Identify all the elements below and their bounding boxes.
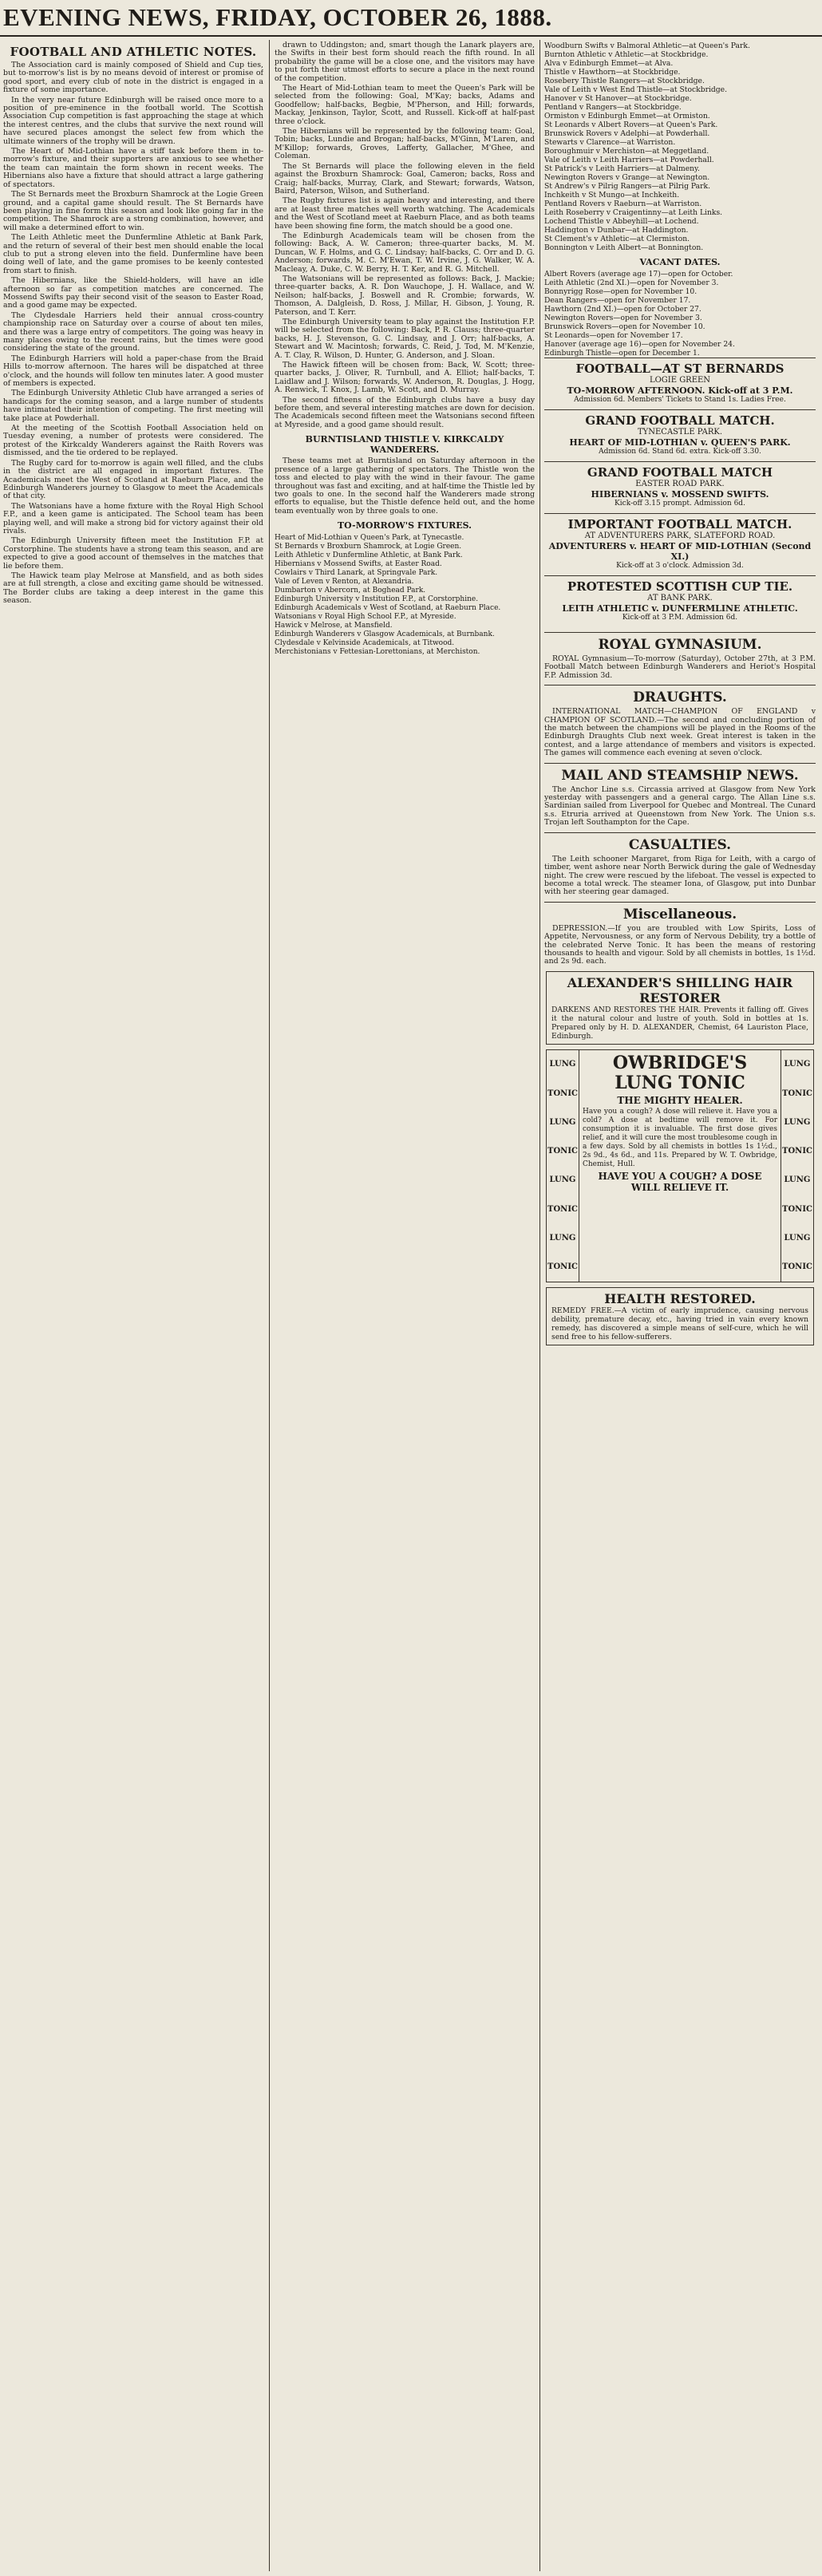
health-restored-ad xyxy=(546,1287,814,1345)
ad-line: ADVENTURERS v. HEART OF MID-LOTHIAN (Second XI.) xyxy=(548,541,812,562)
ad-line: IMPORTANT FOOTBALL MATCH. xyxy=(567,517,792,531)
vacant-date-item: Hanover (average age 16)—open for November 24. xyxy=(544,340,735,349)
article-paragraph: The Rugby fixtures list is again heavy and interesting, and there are at least three matches well worth watching. The Academicals and the West of Scotland meet at Raeburn Place, and as both teams have been showing fine form, the match should be a good one. xyxy=(275,196,535,231)
vacant-date-item: Hawthorn (2nd XI.)—open for October 27. xyxy=(544,305,701,314)
ad-line: EASTER ROAD PARK. xyxy=(635,480,725,488)
result-item: Vale of Leith v Leith Harriers—at Powderhall. xyxy=(544,156,714,164)
fixture-item: Merchistonians v Fettesian-Lorettonians, at Merchiston. xyxy=(275,648,480,657)
advertisements xyxy=(544,358,816,627)
vacant-dates-heading: VACANT DATES. xyxy=(639,257,721,267)
vacant-date-item: Dean Rangers—open for November 17. xyxy=(544,296,691,305)
ad-line: Kick-off at 3 o'clock. Admission 3d. xyxy=(616,562,744,570)
fixture-item: Cowlairs v Third Lanark, at Springvale Park. xyxy=(275,569,438,578)
advertisement xyxy=(544,575,816,627)
column-continued xyxy=(275,41,535,2570)
ad-line: AT BANK PARK. xyxy=(647,594,713,603)
article-paragraph: The Edinburgh Harriers will hold a paper-chase from the Braid Hills to-morrow afternoon. The hares will be dispatched at three o'clock, and the hounds will follow ten minutes later. A good muster of members is expected. xyxy=(3,354,263,389)
article-paragraph: The St Bernards will place the following eleven in the field against the Broxburn Shamrock: Goal, Cameron; backs, Ross and Craig; half-backs, Murray, Clark, and Stewart; forwards, Watson, Baird, Paterson, Wilson, and Sutherland. xyxy=(275,161,535,196)
casualties-heading: CASUALTIES. xyxy=(544,832,816,853)
tonic-side-word: LUNG xyxy=(549,1117,576,1127)
health-heading: HEALTH RESTORED. xyxy=(604,1290,756,1306)
gymnasium-heading: ROYAL GYMNASIUM. xyxy=(544,632,816,653)
result-item: Burnton Athletic v Athletic—at Stockbridge. xyxy=(544,50,709,59)
tonic-side-word: LUNG xyxy=(549,1060,576,1069)
tonic-side-word: TONIC xyxy=(547,1204,578,1214)
fixture-item: Hibernians v Mossend Swifts, at Easter Road. xyxy=(275,560,442,569)
result-item: Inchkeith v St Mungo—at Inchkeith. xyxy=(544,191,680,200)
fixture-item: Clydesdale v Kelvinside Academicals, at Titwood. xyxy=(275,639,455,648)
result-item: Thistle v Hawthorn—at Stockbridge. xyxy=(544,68,681,77)
article-paragraph: The second fifteens of the Edinburgh clubs have a busy day before them, and several interesting matches are down for decision. The Academicals second fifteen meet the Watsonians second fifteen at Myreside, and a good game should result. xyxy=(275,395,535,429)
fixture-item: Heart of Mid-Lothian v Queen's Park, at Tynecastle. xyxy=(275,534,464,543)
hair-restorer-text: DARKENS AND RESTORES THE HAIR. Prevents it falling off. Gives it the natural colour and lustre of youth. Sold in bottles at 1s. Prepared only by H. D. ALEXANDER, Chemist, 64 Lauriston Place, Edinburgh. xyxy=(551,1005,808,1041)
article-paragraph: The Leith Athletic meet the Dunfermline Athletic at Bank Park, and the return of several of their best men should enable the local club to put a strong eleven into the field. Dunfermline have been doing well of late, and the game promises to be keenly contested from start to finish. xyxy=(3,233,263,275)
fixture-item: Leith Athletic v Dunfermline Athletic, at Bank Park. xyxy=(275,551,463,560)
result-item: St Andrew's v Pilrig Rangers—at Pilrig Park. xyxy=(544,182,711,191)
result-item: St Patrick's v Leith Harriers—at Dalmeny. xyxy=(544,164,700,173)
ad-line: HEART OF MID-LOTHIAN v. QUEEN'S PARK. xyxy=(569,437,791,448)
tonic-side-word: TONIC xyxy=(782,1088,812,1098)
advertisement xyxy=(544,358,816,409)
fixture-item: Edinburgh Wanderers v Glasgow Academicals, at Burnbank. xyxy=(275,630,495,639)
result-item: Boroughmuir v Merchiston—at Meggetland. xyxy=(544,147,709,156)
article-paragraph: drawn to Uddingston; and, smart though the Lanark players are, the Swifts in their best form should reach the fifth round. In all probability the game will be a close one, and the visitors may have to put forth their utmost efforts to secure a place in the next round of the competition. xyxy=(275,41,535,83)
result-item: Rosebery Thistle Rangers—at Stockbridge. xyxy=(544,77,705,85)
vacant-date-item: Albert Rovers (average age 17)—open for October. xyxy=(544,270,733,279)
article-paragraph: The Watsonians have a home fixture with the Royal High School F.P., and a keen game is anticipated. The School team has been playing well, and will make a strong bid for victory against their old rivals. xyxy=(3,501,263,535)
fixture-item: Edinburgh Academicals v West of Scotland, at Raeburn Place. xyxy=(275,604,501,613)
article-paragraph: The Edinburgh Academicals team will be chosen from the following: Back, A. W. Cameron; three-quarter backs, M. M. Duncan, W. F. Holms, and G. C. Lindsay; half-backs, C. Orr and D. G. Anderson; forwards, M. C. M'Ewan, T. W. Irvine, J. G. Walker, W. A. Macleay, A. Duke, C. W. Berry, H. T. Ker, and R. G. Mitchell. xyxy=(275,231,535,274)
masthead xyxy=(0,0,822,37)
miscellaneous-text: DEPRESSION.—If you are troubled with Low Spirits, Loss of Appetite, Nervousness, or any form of Nervous Debility, try a bottle of the celebrated Nerve Tonic. It has been the means of restoring thousands to health and vigour. Sold by all chemists in bottles, 1s 1½d. and 2s 9d. each. xyxy=(544,923,816,966)
article-paragraph: The Watsonians will be represented as follows: Back, J. Mackie; three-quarter backs, A. R. Don Wauchope, J. H. Wallace, and W. Neilson; half-backs, J. Boswell and R. Crombie; forwards, W. Thomson, A. Dalgleish, D. Ross, J. Millar, H. Gibson, J. Young, R. Paterson, and T. Kerr. xyxy=(275,274,535,317)
fixtures-items xyxy=(275,543,535,657)
match-heading: BURNTISLAND THISTLE V. KIRKCALDY WANDERERS. xyxy=(305,434,504,456)
ad-line: PROTESTED SCOTTISH CUP TIE. xyxy=(567,579,793,594)
article-paragraph: In the very near future Edinburgh will be raised once more to a position of pre-eminence in the football world. The Scottish Association Cup competition is fast approaching the stage at which the interest centres, and the clubs that survive the next round will have secured places amongst the select few from which the ultimate winners of the trophy will be drawn. xyxy=(3,95,263,146)
section-heading: FOOTBALL AND ATHLETIC NOTES. xyxy=(10,45,257,59)
ad-line: TO-MORROW AFTERNOON. Kick-off at 3 P.M. xyxy=(567,385,793,396)
vacant-date-item: Bonnyrigg Rose—open for November 10. xyxy=(544,287,698,296)
fixture-item: Watsonians v Royal High School F.P., at Myreside. xyxy=(275,613,456,622)
fixture-item: Edinburgh University v Institution F.P., at Corstorphine. xyxy=(275,595,479,604)
advertisement xyxy=(544,513,816,575)
tonic-center xyxy=(579,1050,781,1282)
health-text: REMEDY FREE.—A victim of early imprudence, causing nervous debility, premature decay, etc., having tried in vain every known remedy, has discovered a simple means of self-cure, which he will send free to his fellow-sufferers. xyxy=(551,1306,808,1341)
ad-line: Kick-off at 3 P.M. Admission 6d. xyxy=(622,614,738,622)
vacant-date-item: Brunswick Rovers—open for November 10. xyxy=(544,322,705,331)
tonic-side-word: TONIC xyxy=(782,1204,812,1214)
draughts-heading: DRAUGHTS. xyxy=(544,685,816,705)
article-paragraph: The St Bernards meet the Broxburn Shamrock at the Logie Green ground, and a capital game should result. The St Bernards have been playing in fine form this season and look like going far in the competition. The Shamrock are a strong combination, however, and will make a determined effort to win. xyxy=(3,190,263,232)
fixture-item: Vale of Leven v Renton, at Alexandria. xyxy=(275,578,414,587)
gymnasium-text: ROYAL Gymnasium—To-morrow (Saturday), October 27th, at 3 P.M. Football Match between Edinburgh Wanderers and Heriot's Hospital F.P. Admission 3d. xyxy=(544,654,816,680)
result-item: Leith Roseberry v Craigentinny—at Leith Links. xyxy=(544,208,723,217)
tonic-side-word: TONIC xyxy=(782,1147,812,1156)
vacant-date-item: Newington Rovers—open for November 3. xyxy=(544,314,702,322)
ad-line: GRAND FOOTBALL MATCH. xyxy=(585,413,775,428)
fixture-item: St Bernards v Broxburn Shamrock, at Logie Green. xyxy=(275,543,462,551)
article-paragraph: The Hawick team play Melrose at Mansfield, and as both sides are at full strength, a close and exciting game should be witnessed. The Border clubs are taking a deep interest in the game this season. xyxy=(3,571,263,606)
result-item: Bonnington v Leith Albert—at Bonnington. xyxy=(544,243,704,252)
tonic-side-word: LUNG xyxy=(549,1233,576,1243)
lung-tonic-ad xyxy=(546,1049,814,1282)
tonic-text: Have you a cough? A dose will relieve it. Have you a cold? A dose at bedtime will remove it. For consumption it is invaluable. The first dose gives relief, and it will cure the most troublesome cough in a few days. Sold by all chemists in bottles 1s 1½d., 2s 9d., 4s 6d., and 11s. Prepared by W. T. Owbridge, Chemist, Hull. xyxy=(583,1107,777,1168)
vacant-date-item: Edinburgh Thistle—open for December 1. xyxy=(544,349,700,358)
match-report: These teams met at Burntisland on Saturday afternoon in the presence of a large gathering of spectators. The Thistle won the toss and elected to play with the wind in their favour. The game throughout was fast and exciting, and at half-time the Thistle led by two goals to one. In the second half the Wanderers made strong efforts to equalise, but the Thistle defence held out, and the home team eventually won by three goals to one. xyxy=(275,456,535,516)
article-paragraph: The Edinburgh University Athletic Club have arranged a series of handicaps for the coming season, and a large number of students have intimated their intention of competing. The first meeting will take place at Powderhall. xyxy=(3,389,263,423)
column-rule xyxy=(539,40,540,2571)
tonic-slogan: HAVE YOU A COUGH? A DOSE WILL RELIEVE IT. xyxy=(598,1170,762,1193)
ad-line: GRAND FOOTBALL MATCH xyxy=(587,465,773,480)
fixtures-list xyxy=(275,534,535,657)
tonic-side-word: LUNG xyxy=(549,1175,576,1185)
tonic-side-word: TONIC xyxy=(547,1262,578,1272)
ad-line: Admission 6d. Stand 6d. extra. Kick-off 3.30. xyxy=(599,448,761,456)
tonic-side-word: TONIC xyxy=(547,1088,578,1098)
ad-line: FOOTBALL—AT ST BERNARDS xyxy=(575,362,784,376)
tonic-side-word: LUNG xyxy=(784,1175,811,1185)
result-item: Pentland v Rangers—at Stockbridge. xyxy=(544,103,682,112)
advertisement xyxy=(544,461,816,513)
article-paragraph: The Heart of Mid-Lothian have a stiff task before them in to-morrow's fixture, and their supporters are anxious to see whether the team can maintain the form shown in recent weeks. The Hibernians also have a fixture that should attract a large gathering of spectators. xyxy=(3,147,263,189)
result-item: Alva v Edinburgh Emmet—at Alva. xyxy=(544,59,674,68)
ad-line: LOGIE GREEN xyxy=(649,376,711,385)
article-paragraph: The Edinburgh University fifteen meet the Institution F.P. at Corstorphine. The students have a strong team this season, and are expected to give a good account of themselves in the matches that lie before them. xyxy=(3,536,263,571)
article-paragraph: The Hibernians will be represented by the following team: Goal, Tobin; backs, Lundie and Brogan; half-backs, M'Ginn, M'Laren, and M'Killop; forwards, Groves, Lafferty, Gallacher, M'Ghee, and Coleman. xyxy=(275,127,535,161)
casualties-text: The Leith schooner Margaret, from Riga for Leith, with a cargo of timber, went ashore near North Berwick during the gale of Wednesday night. The crew were rescued by the lifeboat. The vessel is expected to become a total wreck. The steamer Iona, of Glasgow, put into Dunbar with her steering gear damaged. xyxy=(544,854,816,897)
article-paragraph: The Clydesdale Harriers held their annual cross-country championship race on Saturday over a course of about ten miles, and there was a large entry of competitors. The going was heavy in many places owing to the recent rains, but the times were good considering the state of the ground. xyxy=(3,310,263,354)
result-item: Woodburn Swifts v Balmoral Athletic—at Queen's Park. xyxy=(544,41,750,50)
draughts-text: INTERNATIONAL MATCH—CHAMPION OF ENGLAND v CHAMPION OF SCOTLAND.—The second and concluding portion of the match between the champions will be played in the Rooms of the Edinburgh Draughts Club next week. Great interest is taken in the contest, and a large attendance of members and visitors is expected. The games will commence each evening at seven o'clock. xyxy=(544,707,816,758)
hair-restorer-ad xyxy=(546,971,814,1045)
article-body xyxy=(275,41,535,429)
result-item: St Leonards v Albert Rovers—at Queen's Park. xyxy=(544,121,718,129)
ad-line: TYNECASTLE PARK. xyxy=(637,428,723,437)
tonic-side-word: LUNG xyxy=(784,1060,811,1069)
tonic-side-word: TONIC xyxy=(782,1262,812,1272)
result-item: Pentland Rovers v Raeburn—at Warriston. xyxy=(544,200,702,208)
vacant-dates-list xyxy=(544,270,816,358)
column-rule xyxy=(269,40,270,2571)
fixture-item: Hawick v Melrose, at Mansfield. xyxy=(275,622,393,630)
tonic-side-left xyxy=(547,1050,579,1282)
ad-line: Admission 6d. Members' Tickets to Stand 1s. Ladies Free. xyxy=(574,396,786,404)
result-item: Ormiston v Edinburgh Emmet—at Ormiston. xyxy=(544,112,710,121)
tonic-side-right xyxy=(781,1050,813,1282)
article-paragraph: The Association card is mainly composed of Shield and Cup ties, but to-morrow's list is by no means devoid of interest or promise of good sport, and every club of note in the district is engaged in a fixture of some importance. xyxy=(3,61,263,95)
fixture-item: Dumbarton v Abercorn, at Boghead Park. xyxy=(275,587,426,595)
fixtures-heading: TO-MORROW'S FIXTURES. xyxy=(337,520,472,531)
result-item: Lochend Thistle v Abbeyhill—at Lochend. xyxy=(544,217,699,226)
article-paragraph: The Heart of Mid-Lothian team to meet the Queen's Park will be selected from the following: Goal, M'Kay; backs, Adams and Goodfellow; half-backs, Begbie, M'Pherson, and Hill; forwards, Mackay, Jenkinson, Taylor, Scott, and Russell. Kick-off at half-past three o'clock. xyxy=(275,84,535,126)
article-paragraph: The Hawick fifteen will be chosen from: Back, W. Scott; three-quarter backs, J. Oliver, R. Turnbull, and A. Elliot; half-backs, T. Laidlaw and J. Wilson; forwards, W. Anderson, R. Douglas, J. Hogg, A. Renwick, T. Knox, J. Lamb, W. Scott, and D. Murray. xyxy=(275,361,535,395)
results-list xyxy=(544,41,816,252)
result-item: St Clement's v Athletic—at Clermiston. xyxy=(544,235,690,243)
result-item: Stewarts v Clarence—at Warriston. xyxy=(544,138,676,147)
mail-text: The Anchor Line s.s. Circassia arrived at Glasgow from New York yesterday with passengers and a general cargo. The Allan Line s.s. Sardinian sailed from Liverpool for Quebec and Montreal. The Cunard s.s. Etruria arrived at Queenstown from New York. The Union s.s. Trojan left Southampton for the Cape. xyxy=(544,784,816,828)
vacant-date-item: Leith Athletic (2nd XI.)—open for November 3. xyxy=(544,279,719,287)
article-body xyxy=(3,61,263,606)
masthead-title: EVENING NEWS, FRIDAY, OCTOBER 26, 1888. xyxy=(3,3,552,31)
result-item: Hanover v St Hanover—at Stockbridge. xyxy=(544,94,692,103)
ad-line: Kick-off 3.15 prompt. Admission 6d. xyxy=(615,500,745,508)
column-notices-ads xyxy=(544,41,816,2570)
mail-heading: MAIL AND STEAMSHIP NEWS. xyxy=(544,763,816,784)
article-paragraph: At the meeting of the Scottish Football Association held on Tuesday evening, a number of protests were considered. The protest of the Kirkcaldy Wanderers against the Raith Rovers was dismissed, and the tie ordered to be replayed. xyxy=(3,424,263,458)
tonic-side-word: TONIC xyxy=(547,1147,578,1156)
tonic-tagline: THE MIGHTY HEALER. xyxy=(617,1094,743,1106)
result-item: Haddington v Dunbar—at Haddington. xyxy=(544,226,689,235)
column-football-notes xyxy=(3,41,263,2570)
article-paragraph: The Edinburgh University team to play against the Institution F.P. will be selected from the following: Back, P. R. Clauss; three-quarter backs, H. J. Stevenson, G. C. Lindsay, and J. Orr; half-backs, A. Stewart and W. Macintosh; forwards, C. Reid, J. Tod, M. M'Kenzie, A. T. Clay, R. Wilson, D. Hunter, G. Anderson, and J. Sloan. xyxy=(275,318,535,360)
advertisement xyxy=(544,409,816,461)
miscellaneous-heading: Miscellaneous. xyxy=(544,902,816,923)
article-paragraph: The Hibernians, like the Shield-holders, will have an idle afternoon so far as competition matches are concerned. The Mossend Swifts pay their second visit of the season to Easter Road, and a good game may be expected. xyxy=(3,276,263,310)
ad-line: LEITH ATHLETIC v. DUNFERMLINE ATHLETIC. xyxy=(562,603,798,614)
tonic-side-word: LUNG xyxy=(784,1233,811,1243)
article-paragraph: The Rugby card for to-morrow is again well filled, and the clubs in the district are all engaged in important fixtures. The Academicals meet the West of Scotland at Raeburn Place, and the Edinburgh Wanderers journey to Glasgow to meet the Academicals of that city. xyxy=(3,458,263,501)
hair-restorer-heading: ALEXANDER'S SHILLING HAIR RESTORER xyxy=(567,974,793,1006)
result-item: Vale of Leith v West End Thistle—at Stockbridge. xyxy=(544,85,728,94)
ad-line: AT ADVENTURERS PARK, SLATEFORD ROAD. xyxy=(584,531,776,540)
result-item: Newington Rovers v Grange—at Newington. xyxy=(544,173,710,182)
result-item: Brunswick Rovers v Adelphi—at Powderhall. xyxy=(544,129,710,138)
tonic-title: OWBRIDGE'S LUNG TONIC xyxy=(612,1052,748,1093)
vacant-date-item: St Leonards—open for November 17. xyxy=(544,331,683,340)
ad-line: HIBERNIANS v. MOSSEND SWIFTS. xyxy=(591,489,769,500)
tonic-side-word: LUNG xyxy=(784,1117,811,1127)
